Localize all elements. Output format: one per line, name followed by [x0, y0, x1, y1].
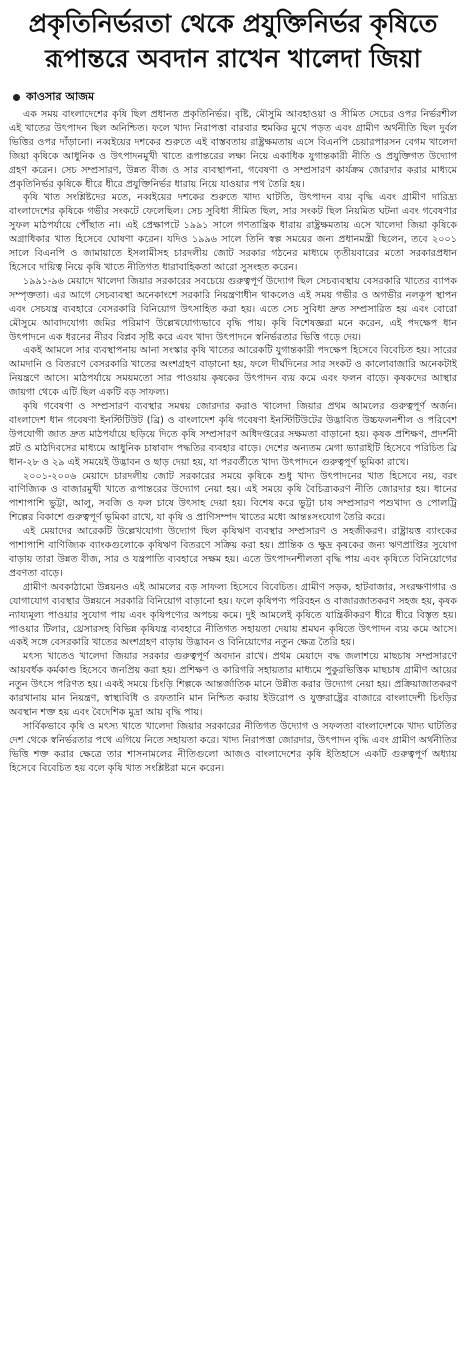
article-body — [9, 108, 457, 776]
article-paragraph: ২০০১-২০০৬ মেয়াদে চারদলীয় জোট সরকারের সময়ে কৃষিকে শুধু খাদ্য উৎপাদনের খাত হিসেবে নয়, বরং বাণিজ্যিক ও বাজারমুখী খাতে রূপান্তরের উদ্যোগ নেয়া হয়। এই সময়ে কৃষি বৈচিত্র্যকরণ নীতি জোরদার হয়। ধানের পাশাপাশি ভুট্টা, আলু, সবজি ও ফল চাষে উৎসাহ দেয়া হয়। বিশেষ করে ভুট্টা চাষ সম্প্রসারণ পশুখাদ্য ও পোলট্রি শিল্পের বিকাশে গুরুত্বপূর্ণ ভূমিকা রাখে, যা কৃষি ও প্রাণিসম্পদ খাতের মধ্যে আন্তঃসংযোগ তৈরি করে। — [9, 470, 457, 524]
article-paragraph: কৃষি খাত সংশ্লিষ্টদের মতে, নব্বইয়ের দশকের শুরুতে খাদ্য ঘাটতি, উৎপাদন ব্যয় বৃদ্ধি এবং গ্রামীণ দারিদ্র্য বাংলাদেশের কৃষিকে গভীর সংকটে ফেলেছিল। সেচ সুবিধা সীমিত ছিল, সার সংকট ছিল নিয়মিত ঘটনা এবং গবেষণার সুফল মাঠপর্যায়ে পৌঁছাত না। এই প্রেক্ষাপটে ১৯৯১ সালে গণতান্ত্রিক ধারায় রাষ্ট্রক্ষমতায় এসে খালেদা জিয়া কৃষিকে অগ্রাধিকার খাত হিসেবে ঘোষণা করেন। যদিও ১৯৯৬ সালে তিনি স্বল্প সময়ের জন্য প্রধানমন্ত্রী ছিলেন, তবে ২০০১ সালে বিএনপি ও জামায়াতে ইসলামীসহ চারদলীয় জোট সরকার গঠনের মাধ্যমে তৃতীয়বারের মতো সরকারপ্রধান হিসেবে দায়িত্ব নিয়ে কৃষি খাতে নীতিগত ধারাবাহিকতা আরো সুসংহত করেন। — [9, 192, 457, 273]
byline — [9, 90, 457, 104]
article-paragraph: এই মেয়াদের আরেকটি উল্লেখযোগ্য উদ্যোগ ছিল কৃষিঋণ ব্যবস্থার সম্প্রসারণ ও সহজীকরণ। রাষ্ট্রায়ত্ত ব্যাংকের পাশাপাশি বাণিজ্যিক ব্যাংকগুলোকে কৃষিঋণ বিতরণে সক্রিয় করা হয়। প্রান্তিক ও ক্ষুদ্র কৃষকের জন্য ঋণপ্রাপ্তির সুযোগ বাড়ায় তারা উন্নত বীজ, সার ও যন্ত্রপাতি ব্যবহারে সক্ষম হয়। এতে উৎপাদনশীলতা বৃদ্ধি পায় এবং কৃষিতে বিনিয়োগের প্রবণতা বাড়ে। — [9, 526, 457, 579]
article-paragraph: মৎস্য খাতেও খালেদা জিয়ার সরকার গুরুত্বপূর্ণ অবদান রাখে। প্রথম মেয়াদে বদ্ধ জলাশয়ে মাছচাষ সম্প্রসারণে আয়বর্ধক কর্মকাণ্ড হিসেবে জনপ্রিয় করা হয়। প্রশিক্ষণ ও কারিগরি সহায়তার মাধ্যমে পুকুরভিত্তিক মাছচাষ গ্রামীণ আয়ের নতুন উৎসে পরিণত হয়। একই সময়ে চিংড়ি শিল্পকে আন্তর্জাতিক মানে উন্নীত করার উদ্যোগ নেয়া হয়। প্রক্রিয়াজাতকরণ কারখানায় মান নিয়ন্ত্রণ, স্বাস্থ্যবিধি ও রফতানি মান নিশ্চিত করায় ইউরোপ ও যুক্তরাষ্ট্রের বাজারে বাংলাদেশী চিংড়ির অবস্থান শক্ত হয় এবং বৈদেশিক মুদ্রা আয় বৃদ্ধি পায়। — [9, 651, 458, 718]
article-paragraph: ১৯৯১-৯৬ মেয়াদে খালেদা জিয়ার সরকারের সবচেয়ে গুরুত্বপূর্ণ উদ্যোগ ছিল সেচব্যবস্থায় বেসরকারি খাতের ব্যাপক সম্পৃক্ততা। এর আগে সেচব্যবস্থা অনেকাংশে সরকারি নিয়ন্ত্রণাধীন থাকলেও এই সময় গভীর ও অগভীর নলকূপ স্থাপন এবং সেচযন্ত্র ব্যবহারে বেসরকারি বিনিয়োগ উৎসাহিত করা হয়। এতে সেচ সুবিধা দ্রুত সম্প্রসারিত হয় এবং বোরো মৌসুমে আবাদযোগ্য জমির পরিমাণ উল্লেখযোগ্যভাবে বৃদ্ধি পায়। কৃষি বিশেষজ্ঞরা মনে করেন, এই পদক্ষেপ ধান উৎপাদনে এক ধরনের নীরব বিপ্লব সৃষ্টি করে এবং খাদ্য উৎপাদনে স্বনির্ভরতার ভিত্তি গড়ে দেয়। — [9, 275, 457, 343]
bullet-icon — [13, 94, 20, 101]
article-paragraph: কৃষি গবেষণা ও সম্প্রসারণ ব্যবস্থার সমন্বয় জোরদার করাও খালেদা জিয়ার প্রথম আমলের গুরুত্বপূর্ণ অর্জন। বাংলাদেশ ধান গবেষণা ইনস্টিটিউট (ব্রি) ও বাংলাদেশ কৃষি গবেষণা ইনস্টিটিউটের উদ্ভাবিত উচ্চফলনশীল ও পরিবেশ উপযোগী জাত দ্রুত মাঠপর্যায়ে ছড়িয়ে দিতে কৃষি সম্প্রসারণ অধিদপ্তরের সক্ষমতা বাড়ানো হয়। কৃষক প্রশিক্ষণ, প্রদর্শনী প্লট ও মাঠদিবসের মাধ্যমে আধুনিক চাষাবাদ পদ্ধতির ব্যবহার বাড়ে। দেশের অন্যতম মেগা ভ্যারাইটি হিসেবে পরিচিত ব্রি ধান-২৮ ও ২৯ এই সময়েই উদ্ভাবন ও ছাড় দেয়া হয়, যা পরবর্তীতে খাদ্য উৎপাদনে গুরুত্বপূর্ণ ভূমিকা রাখে। — [9, 401, 457, 468]
article-headline: প্রকৃতিনির্ভরতা থেকে প্রযুক্তিনির্ভর কৃষিতে রূপান্তরে অবদান রাখেন খালেদা জিয়া — [28, 9, 438, 73]
article-paragraph: এক সময় বাংলাদেশের কৃষি ছিল প্রধানত প্রকৃতিনির্ভর। বৃষ্টি, মৌসুমি আবহাওয়া ও সীমিত সেচের ওপর নির্ভরশীল এই খাতের উৎপাদন ছিল অনিশ্চিত। ফলে খাদ্য নিরাপত্তা বারবার হুমকির মুখে পড়ত এবং গ্রামীণ অর্থনীতি ছিল দুর্বল ভিত্তির ওপর দাঁড়ানো। নব্বইয়ের দশকের শুরুতে এই বাস্তবতায় রাষ্ট্রক্ষমতায় এসে বিএনপি চেয়ারপারসন বেগম খালেদা জিয়া কৃষিকে আধুনিক ও উৎপাদনমুখী খাতে রূপান্তরের লক্ষ্য নিয়ে একাধিক যুগান্তকারী নীতি ও প্রযুক্তিগত উদ্যোগ গ্রহণ করেন। সেচ সম্প্রসারণ, উন্নত বীজ ও সার ব্যবস্থাপনা, গবেষণা ও সম্প্রসারণ কার্যক্রম জোরদার করার মাধ্যমে প্রকৃতিনির্ভর কৃষিকে ধীরে ধীরে প্রযুক্তিনির্ভর ধারায় নিয়ে যাওয়ার পথ তৈরি হয়। — [9, 109, 457, 190]
article-paragraph: গ্রামীণ অবকাঠামো উন্নয়নও এই আমলের বড় সাফল্য হিসেবে বিবেচিত। গ্রামীণ সড়ক, হাটবাজার, সংরক্ষণাগার ও যোগাযোগ ব্যবস্থার উন্নয়নে সরকারি বিনিয়োগ বাড়ানো হয়। ফলে কৃষিপণ্য পরিবহন ও বাজারজাতকরণ সহজ হয়, কৃষক ন্যায্যমূল্য পাওয়ার সুযোগ পায় এবং কৃষিপণ্যের অপচয় কমে। দুই আমলেই কৃষিতে যান্ত্রিকীকরণ ধীরে ধীরে বিস্তৃত হয়। পাওয়ার টিলার, থ্রেসারসহ বিভিন্ন কৃষিযন্ত্র ব্যবহারে নীতিগত সহায়তা দেয়ায় শ্রমঘন কৃষিতে উৎপাদন ব্যয় কমে আসে। একই সঙ্গে বেসরকারি খাতের অংশগ্রহণ বাড়ায় উদ্ভাবন ও বিনিয়োগের নতুন ক্ষেত্র তৈরি হয়। — [9, 581, 457, 649]
author-name: কাওসার আজম — [26, 90, 95, 103]
article-paragraph: সার্বিকভাবে কৃষি ও মৎস্য খাতে খালেদা জিয়ার সরকারের নীতিগত উদ্যোগ ও সফলতা বাংলাদেশকে খাদ্য ঘাটতির দেশ থেকে স্বনির্ভরতার পথে এগিয়ে নিতে সহায়তা করে। খাদ্য নিরাপত্তা জোরদার, উৎপাদন বৃদ্ধি এবং গ্রামীণ অর্থনীতির ভিত্তি শক্ত করার ক্ষেত্রে তার শাসনামলের নীতিগুলো আজও বাংলাদেশের কৃষি ইতিহাসে একটি গুরুত্বপূর্ণ অধ্যায় হিসেবে বিবেচিত হয় বলে কৃষি খাত সংশ্লিষ্টরা মনে করেন। — [9, 720, 458, 774]
article-paragraph: একই আমলে সার ব্যবস্থাপনায় আনা সংস্কার কৃষি খাতের আরেকটি যুগান্তকারী পদক্ষেপ হিসেবে বিবেচিত হয়। সারের আমদানি ও বিতরণে বেসরকারি খাতের অংশগ্রহণ বাড়ানো হয়, ফলে দীর্ঘদিনের সার সংকট ও কালোবাজারি অনেকটাই নিয়ন্ত্রণে আসে। মাঠপর্যায়ে সময়মতো সার পাওয়ায় কৃষকের উৎপাদন ব্যয় কমে এবং ফলন বাড়ে। কৃষকদের আস্থার জায়গা থেকে এটি ছিল একটি বড় সাফল্য। — [9, 345, 457, 399]
